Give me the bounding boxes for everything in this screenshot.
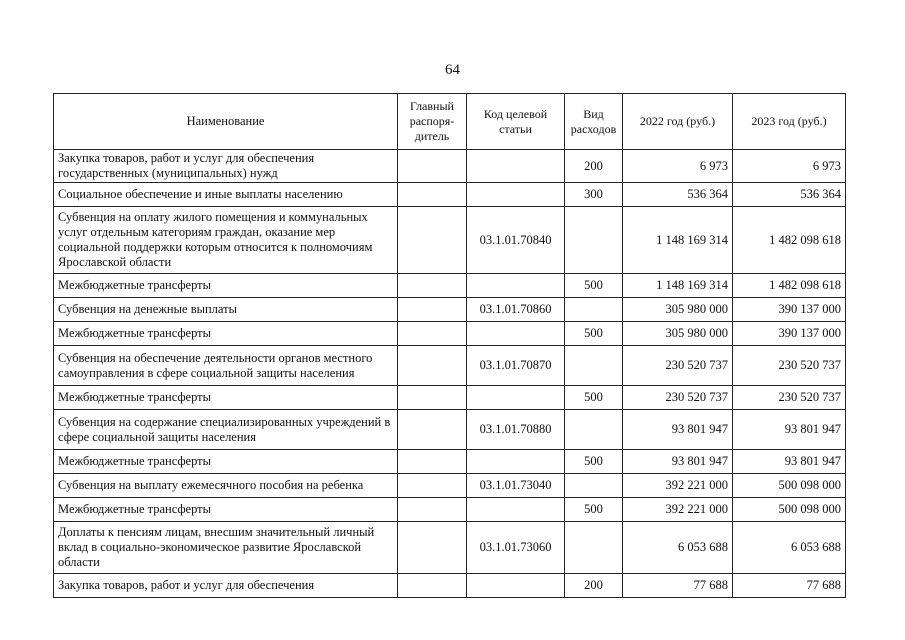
- table-row: [54, 150, 846, 183]
- cell-vid: 200: [565, 150, 623, 183]
- cell-vid: 200: [565, 574, 623, 598]
- cell-name: Субвенция на оплату жилого помещения и коммунальных услуг отдельным категориям граждан, оказание мер социальной поддержки которым относится к полномочиям Ярославской области: [54, 207, 398, 274]
- cell-grs: [398, 386, 467, 410]
- cell-2022: 93 801 947: [623, 450, 733, 474]
- header-2023: 2023 год (руб.): [733, 94, 846, 150]
- header-code: Код целевой статьи: [467, 94, 565, 150]
- cell-code: [467, 150, 565, 183]
- cell-vid: 500: [565, 386, 623, 410]
- cell-2022: 6 973: [623, 150, 733, 183]
- cell-code: [467, 386, 565, 410]
- table-row: [54, 298, 846, 322]
- cell-2022: 1 148 169 314: [623, 207, 733, 274]
- table-row: [54, 522, 846, 574]
- table-row: [54, 322, 846, 346]
- cell-name: Межбюджетные трансферты: [54, 450, 398, 474]
- cell-grs: [398, 298, 467, 322]
- cell-2022: 77 688: [623, 574, 733, 598]
- cell-2022: 392 221 000: [623, 498, 733, 522]
- cell-name: Межбюджетные трансферты: [54, 386, 398, 410]
- cell-2023: 500 098 000: [733, 498, 846, 522]
- cell-2022: 392 221 000: [623, 474, 733, 498]
- cell-name: Межбюджетные трансферты: [54, 274, 398, 298]
- cell-code: 03.1.01.70860: [467, 298, 565, 322]
- budget-table: [53, 93, 846, 598]
- cell-code: 03.1.01.70880: [467, 410, 565, 450]
- cell-2023: 93 801 947: [733, 410, 846, 450]
- table-row: [54, 346, 846, 386]
- cell-name: Закупка товаров, работ и услуг для обеспечения государственных (муниципальных) нужд: [54, 150, 398, 183]
- cell-2023: 1 482 098 618: [733, 274, 846, 298]
- header-grs: Главный распоря-дитель: [398, 94, 467, 150]
- cell-code: [467, 322, 565, 346]
- cell-grs: [398, 183, 467, 207]
- cell-grs: [398, 522, 467, 574]
- cell-2022: 93 801 947: [623, 410, 733, 450]
- cell-code: [467, 274, 565, 298]
- cell-name: Субвенция на выплату ежемесячного пособия на ребенка: [54, 474, 398, 498]
- cell-vid: [565, 410, 623, 450]
- cell-2023: 390 137 000: [733, 322, 846, 346]
- cell-2023: 93 801 947: [733, 450, 846, 474]
- cell-name: Социальное обеспечение и иные выплаты населению: [54, 183, 398, 207]
- cell-vid: 500: [565, 450, 623, 474]
- cell-code: 03.1.01.73040: [467, 474, 565, 498]
- cell-name: Субвенция на содержание специализированных учреждений в сфере социальной защиты населения: [54, 410, 398, 450]
- cell-vid: [565, 522, 623, 574]
- table-header-row: [54, 94, 846, 150]
- cell-code: [467, 574, 565, 598]
- cell-vid: [565, 298, 623, 322]
- cell-grs: [398, 346, 467, 386]
- header-2022: 2022 год (руб.): [623, 94, 733, 150]
- table-row: [54, 498, 846, 522]
- cell-2023: 77 688: [733, 574, 846, 598]
- cell-name: Межбюджетные трансферты: [54, 498, 398, 522]
- cell-grs: [398, 410, 467, 450]
- table-row: [54, 410, 846, 450]
- cell-2022: 230 520 737: [623, 346, 733, 386]
- cell-vid: 500: [565, 274, 623, 298]
- cell-grs: [398, 498, 467, 522]
- table-row: [54, 474, 846, 498]
- cell-name: Субвенция на обеспечение деятельности органов местного самоуправления в сфере социальной защиты населения: [54, 346, 398, 386]
- table-row: [54, 207, 846, 274]
- cell-2023: 6 053 688: [733, 522, 846, 574]
- cell-2022: 305 980 000: [623, 298, 733, 322]
- cell-name: Доплаты к пенсиям лицам, внесшим значительный личный вклад в социально-экономическое развитие Ярославской области: [54, 522, 398, 574]
- cell-vid: 500: [565, 498, 623, 522]
- cell-2023: 230 520 737: [733, 346, 846, 386]
- cell-2022: 230 520 737: [623, 386, 733, 410]
- cell-grs: [398, 450, 467, 474]
- header-vid: Вид расходов: [565, 94, 623, 150]
- cell-grs: [398, 207, 467, 274]
- cell-grs: [398, 274, 467, 298]
- cell-2022: 536 364: [623, 183, 733, 207]
- cell-vid: 300: [565, 183, 623, 207]
- header-name: Наименование: [54, 94, 398, 150]
- table-row: [54, 274, 846, 298]
- cell-2023: 536 364: [733, 183, 846, 207]
- cell-grs: [398, 322, 467, 346]
- cell-code: 03.1.01.70870: [467, 346, 565, 386]
- cell-vid: 500: [565, 322, 623, 346]
- cell-2022: 305 980 000: [623, 322, 733, 346]
- table-row: [54, 450, 846, 474]
- cell-grs: [398, 150, 467, 183]
- cell-code: 03.1.01.73060: [467, 522, 565, 574]
- cell-name: Закупка товаров, работ и услуг для обеспечения: [54, 574, 398, 598]
- cell-2023: 390 137 000: [733, 298, 846, 322]
- cell-2023: 230 520 737: [733, 386, 846, 410]
- cell-2022: 1 148 169 314: [623, 274, 733, 298]
- cell-grs: [398, 574, 467, 598]
- table-row: [54, 183, 846, 207]
- cell-name: Субвенция на денежные выплаты: [54, 298, 398, 322]
- table-row: [54, 386, 846, 410]
- cell-2023: 500 098 000: [733, 474, 846, 498]
- cell-2022: 6 053 688: [623, 522, 733, 574]
- cell-code: [467, 183, 565, 207]
- cell-code: 03.1.01.70840: [467, 207, 565, 274]
- cell-vid: [565, 346, 623, 386]
- cell-2023: 6 973: [733, 150, 846, 183]
- cell-vid: [565, 207, 623, 274]
- cell-code: [467, 498, 565, 522]
- page-number: 64: [445, 62, 460, 78]
- cell-2023: 1 482 098 618: [733, 207, 846, 274]
- cell-code: [467, 450, 565, 474]
- cell-grs: [398, 474, 467, 498]
- table-row: [54, 574, 846, 598]
- cell-vid: [565, 474, 623, 498]
- cell-name: Межбюджетные трансферты: [54, 322, 398, 346]
